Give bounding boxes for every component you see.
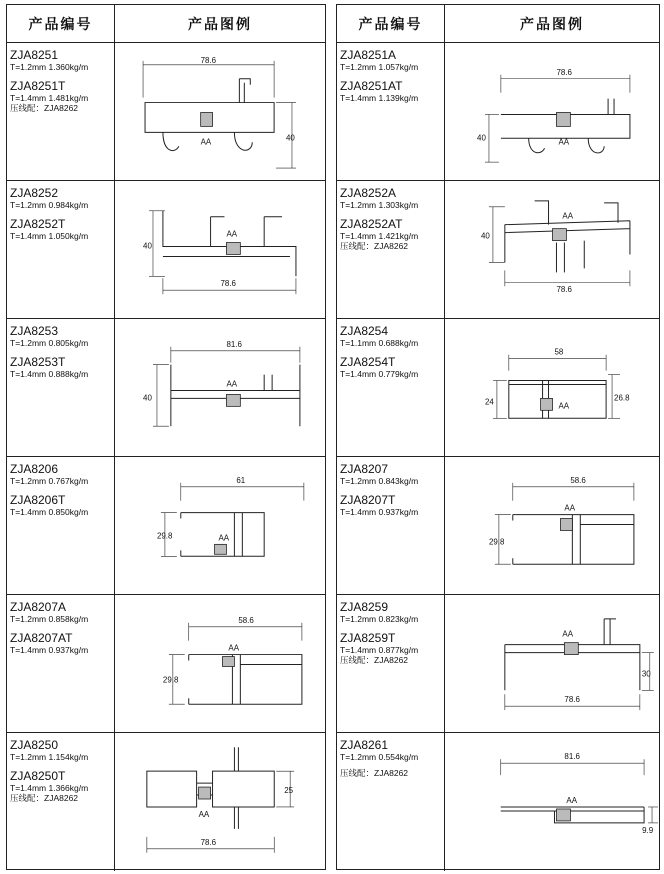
product-code: ZJA8250	[10, 738, 59, 752]
product-figure	[445, 43, 659, 180]
product-spec	[337, 319, 445, 456]
table-header	[7, 5, 325, 43]
header-product-figure: 产品图例	[188, 15, 252, 32]
product-thickness-weight: T=1.2mm 0.843kg/m	[340, 476, 419, 486]
product-spec	[7, 43, 115, 180]
profile-drawing	[115, 457, 325, 594]
product-figure	[445, 319, 659, 456]
header-product-code: 产品编号	[7, 5, 115, 42]
product-row-zja8253	[7, 319, 325, 457]
pairing-note: 压线配：ZJA8262	[10, 103, 79, 113]
catalog-column-left	[6, 4, 326, 870]
product-figure	[445, 457, 659, 594]
product-code: ZJA8252	[10, 186, 59, 200]
product-code-variant: ZJA8253T	[10, 355, 66, 369]
aa-label: AA	[564, 503, 576, 513]
profile-drawing	[115, 595, 325, 732]
product-spec	[337, 595, 445, 732]
product-spec	[337, 43, 445, 180]
product-figure	[445, 181, 659, 318]
pairing-note: 压线配：ZJA8262	[340, 241, 409, 251]
product-code: ZJA8254	[340, 324, 389, 338]
product-row-zja8254	[337, 319, 659, 457]
product-spec	[337, 457, 445, 594]
dimension-label: 78.6	[556, 285, 572, 295]
header-product-figure: 产品图例	[520, 15, 584, 32]
aa-label: AA	[558, 137, 570, 147]
product-thickness-weight-variant: T=1.4mm 0.888kg/m	[10, 369, 89, 379]
product-spec	[7, 181, 115, 318]
dimension-label: 40	[143, 393, 152, 403]
catalog-column-right	[336, 4, 660, 870]
pairing-note: 压线配：ZJA8262	[340, 655, 409, 665]
profile-drawing	[445, 457, 659, 594]
product-figure	[115, 319, 325, 456]
profile-drawing	[115, 733, 325, 871]
product-code-variant: ZJA8207T	[340, 493, 396, 507]
product-spec	[337, 733, 445, 871]
product-code: ZJA8261	[340, 738, 389, 752]
product-code: ZJA8252A	[340, 186, 397, 200]
dimension-label: 58.6	[238, 615, 254, 625]
profile-drawing	[115, 319, 325, 456]
product-code-variant: ZJA8207AT	[10, 631, 73, 645]
product-thickness-weight: T=1.2mm 1.303kg/m	[340, 200, 419, 210]
product-figure	[115, 733, 325, 871]
product-code-variant: ZJA8250T	[10, 769, 66, 783]
product-code-variant: ZJA8252T	[10, 217, 66, 231]
product-spec	[7, 733, 115, 871]
product-row-zja8252a	[337, 181, 659, 319]
table-header	[337, 5, 659, 43]
product-thickness-weight: T=1.2mm 0.805kg/m	[10, 338, 89, 348]
product-code-variant: ZJA8259T	[340, 631, 396, 645]
product-figure	[115, 43, 325, 180]
product-row-zja8252	[7, 181, 325, 319]
dimension-label: 30	[641, 669, 651, 679]
dimension-label: 40	[286, 133, 295, 143]
product-row-zja8259	[337, 595, 659, 733]
aa-label: AA	[226, 229, 238, 239]
product-figure	[115, 595, 325, 732]
product-spec	[337, 181, 445, 318]
product-figure	[115, 457, 325, 594]
aa-label: AA	[226, 379, 238, 389]
aa-label: AA	[558, 401, 570, 411]
product-spec	[7, 319, 115, 456]
profile-drawing	[445, 181, 659, 318]
product-thickness-weight: T=1.2mm 1.057kg/m	[340, 62, 419, 72]
dimension-label: 61	[236, 475, 246, 485]
dimension-label: 78.6	[556, 67, 572, 77]
product-thickness-weight-variant: T=1.4mm 1.366kg/m	[10, 783, 89, 793]
aa-label: AA	[566, 795, 578, 805]
dimension-label: 29.8	[156, 531, 173, 541]
dimension-label: 78.6	[564, 695, 580, 705]
product-code-variant: ZJA8206T	[10, 493, 66, 507]
product-code: ZJA8207	[340, 462, 389, 476]
dimension-label: 58	[554, 347, 564, 357]
dimension-label: 81.6	[564, 752, 580, 762]
profile-drawing	[445, 733, 659, 871]
pairing-note: 压线配：ZJA8262	[10, 793, 79, 803]
product-row-zja8251a	[337, 43, 659, 181]
profile-drawing	[115, 43, 325, 180]
dimension-label: 58.6	[570, 475, 586, 485]
product-code-variant: ZJA8252AT	[340, 217, 403, 231]
product-figure	[445, 595, 659, 732]
product-code: ZJA8259	[340, 600, 389, 614]
product-figure	[115, 181, 325, 318]
dimension-label: 78.6	[200, 837, 217, 847]
product-row-zja8251	[7, 43, 325, 181]
dimension-label: 78.6	[200, 55, 217, 65]
aa-label: AA	[218, 533, 230, 543]
product-figure	[445, 733, 659, 871]
product-code: ZJA8206	[10, 462, 59, 476]
dimension-label: 29.8	[162, 675, 179, 685]
product-thickness-weight: T=1.2mm 0.858kg/m	[10, 614, 89, 624]
product-thickness-weight: T=1.2mm 0.554kg/m	[340, 752, 419, 762]
product-row-zja8261	[337, 733, 659, 871]
profile-drawing	[115, 181, 325, 318]
product-code-variant: ZJA8254T	[340, 355, 396, 369]
dimension-label: 29.8	[488, 537, 505, 547]
product-thickness-weight: T=1.2mm 0.984kg/m	[10, 200, 89, 210]
aa-label: AA	[228, 643, 240, 653]
product-row-zja8250	[7, 733, 325, 871]
product-thickness-weight-variant: T=1.4mm 0.850kg/m	[10, 507, 89, 517]
aa-label: AA	[562, 211, 574, 221]
product-code: ZJA8251	[10, 48, 59, 62]
product-thickness-weight-variant: T=1.4mm 0.937kg/m	[340, 507, 419, 517]
product-thickness-weight-variant: T=1.4mm 0.877kg/m	[340, 645, 419, 655]
dimension-label: 25	[284, 786, 294, 796]
profile-drawing	[445, 319, 659, 456]
product-row-zja8207	[337, 457, 659, 595]
profile-drawing	[445, 43, 659, 180]
product-spec	[7, 457, 115, 594]
product-thickness-weight: T=1.2mm 0.823kg/m	[340, 614, 419, 624]
product-thickness-weight-variant: T=1.4mm 1.050kg/m	[10, 231, 89, 241]
product-row-zja8207a	[7, 595, 325, 733]
header-product-code: 产品编号	[337, 5, 445, 42]
product-code: ZJA8251A	[340, 48, 397, 62]
dimension-label: 78.6	[220, 279, 236, 289]
product-thickness-weight-variant: T=1.4mm 0.937kg/m	[10, 645, 89, 655]
pairing-note: 压线配：ZJA8262	[340, 768, 409, 778]
dimension-label: 40	[143, 241, 152, 251]
product-thickness-weight-variant: T=1.4mm 1.421kg/m	[340, 231, 419, 241]
product-code: ZJA8207A	[10, 600, 67, 614]
aa-label: AA	[562, 629, 574, 639]
product-thickness-weight: T=1.1mm 0.688kg/m	[340, 338, 419, 348]
dimension-label: 40	[477, 133, 486, 143]
profile-drawing	[445, 595, 659, 732]
dimension-label: 24	[484, 397, 494, 407]
product-thickness-weight: T=1.2mm 0.767kg/m	[10, 476, 89, 486]
aa-label: AA	[200, 137, 212, 147]
product-row-zja8206	[7, 457, 325, 595]
dimension-label: 26.8	[614, 393, 630, 403]
product-thickness-weight-variant: T=1.4mm 0.779kg/m	[340, 369, 419, 379]
product-code: ZJA8253	[10, 324, 59, 338]
product-thickness-weight-variant: T=1.4mm 1.481kg/m	[10, 93, 89, 103]
product-thickness-weight: T=1.2mm 1.154kg/m	[10, 752, 89, 762]
product-thickness-weight: T=1.2mm 1.360kg/m	[10, 62, 89, 72]
aa-label: AA	[198, 809, 210, 819]
dimension-label: 81.6	[226, 339, 242, 349]
product-spec	[7, 595, 115, 732]
product-code-variant: ZJA8251T	[10, 79, 66, 93]
dimension-label: 9.9	[642, 825, 654, 835]
product-thickness-weight-variant: T=1.4mm 1.139kg/m	[340, 93, 419, 103]
dimension-label: 40	[481, 231, 490, 241]
product-code-variant: ZJA8251AT	[340, 79, 403, 93]
